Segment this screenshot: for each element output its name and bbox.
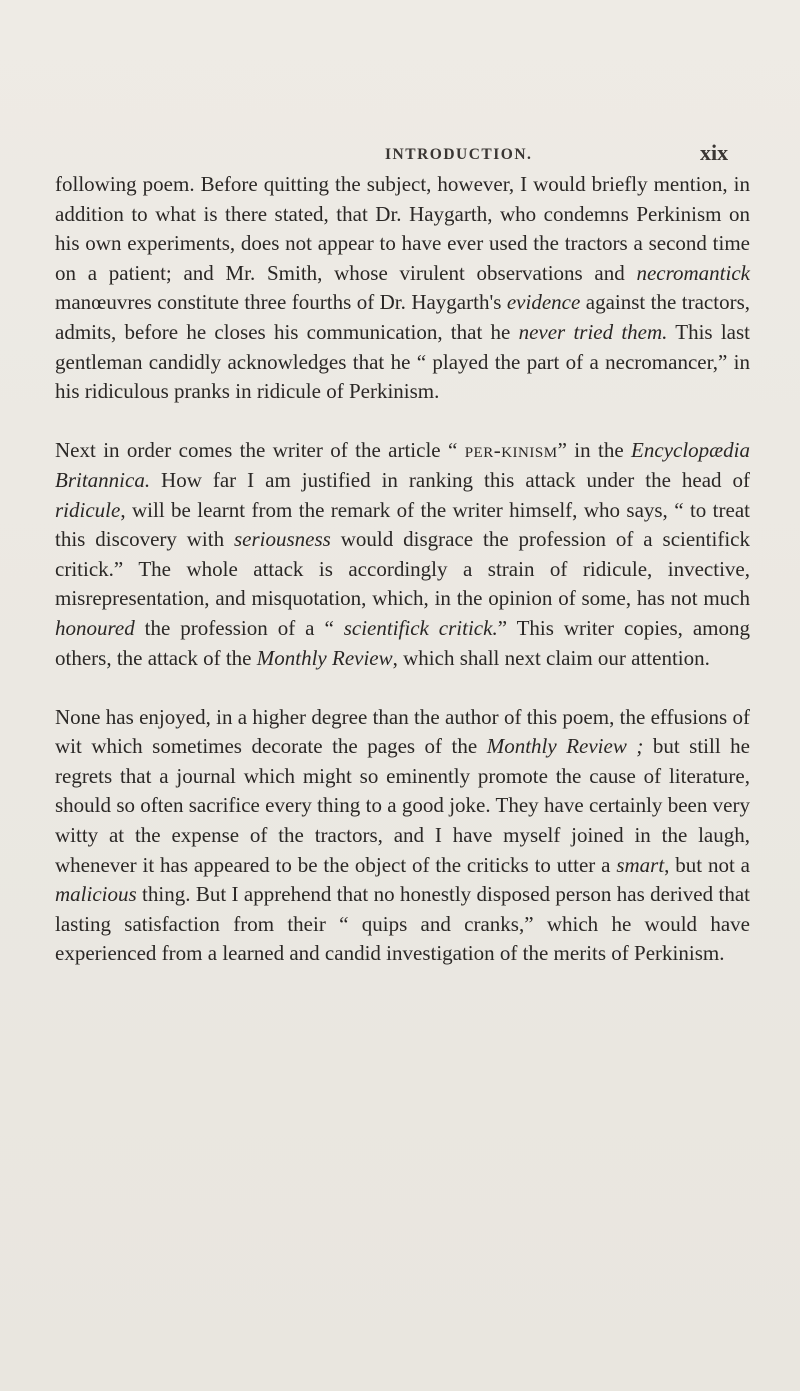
text-segment-italic: never tried them. [518,319,668,344]
body-text [55,170,750,999]
text-segment-smallcaps: per-kinism [464,438,558,463]
text-segment: against the tractors, admits, before he closes his communication, that he [55,290,750,344]
text-segment-italic: smart [616,852,665,877]
text-segment: would disgrace the profession of a scientifick critick.” The whole attack is accordingly a strain of ridicule, invective, misrepresentation, and misquotation, which, in the opinion of some, has not much [55,527,750,611]
text-segment: This last gentleman candidly acknowledges that he “ played the part of a necromancer,” in his ridiculous pranks in ridicule of Perkinism. [55,319,751,404]
text-segment-italic: scientifick critick. [343,615,498,640]
text-segment: following poem. Before quitting the subject, however, I would briefly mention, in addition to what is there stated, that Dr. Haygarth, who condemns Perkinism on his own experiments, does not appear to have ever used the tractors a second time on a patient; and Mr. Smith, whose virulent observations and [55,172,750,285]
text-segment: the profession of a “ [134,615,344,640]
text-segment: , which shall next claim our attention. [392,645,710,670]
text-segment: ” in the [557,438,632,463]
text-segment-italic: malicious [55,882,137,907]
text-segment: Next in order comes the writer of the article “ [55,438,465,463]
text-segment-italic: necromantick [636,260,750,285]
text-segment: How far I am justified in ranking this attack under the head of [150,467,750,492]
text-segment: thing. But I apprehend that no honestly disposed person has derived that lasting satisfaction from their “ quips and cranks,” which he would have experienced from a learned and candid investigation of the merits of Perkinism. [55,882,750,966]
text-segment-italic: seriousness [234,527,331,552]
text-segment: , but not a [664,852,750,877]
text-segment-italic: Monthly Review [256,645,393,670]
text-segment-italic: evidence [506,290,581,315]
running-header: INTRODUCTION. [385,146,533,163]
text-segment: , will be learnt from the remark of the writer himself, who says, “ to treat this discovery with [55,497,750,552]
text-segment: ” This writer copies, among others, the attack of the [55,615,750,670]
paragraph-2 [55,436,750,673]
text-segment: None has enjoyed, in a higher degree than the author of this poem, the effusions of wit which sometimes decorate the pages of the [55,704,750,759]
text-segment-italic: Monthly Review ; [486,734,644,759]
text-segment: but still he regrets that a journal which might so eminently promote the cause of literature, should so often sacrifice every thing to a good joke. They have certainly been very witty at the expense of the tractors, and I have myself joined in the laugh, whenever it has appeared to be the object of the criticks to utter a [55,734,750,877]
paragraph-3 [55,703,750,969]
text-segment-italic: ridicule [55,497,121,522]
text-segment-italic: honoured [55,615,135,640]
paragraph-1 [55,170,750,407]
page-number: xix [700,140,729,165]
text-segment: manœuvres constitute three fourths of Dr. Haygarth's [55,290,507,315]
text-segment-italic: Encyclopædia Britannica. [55,438,751,492]
